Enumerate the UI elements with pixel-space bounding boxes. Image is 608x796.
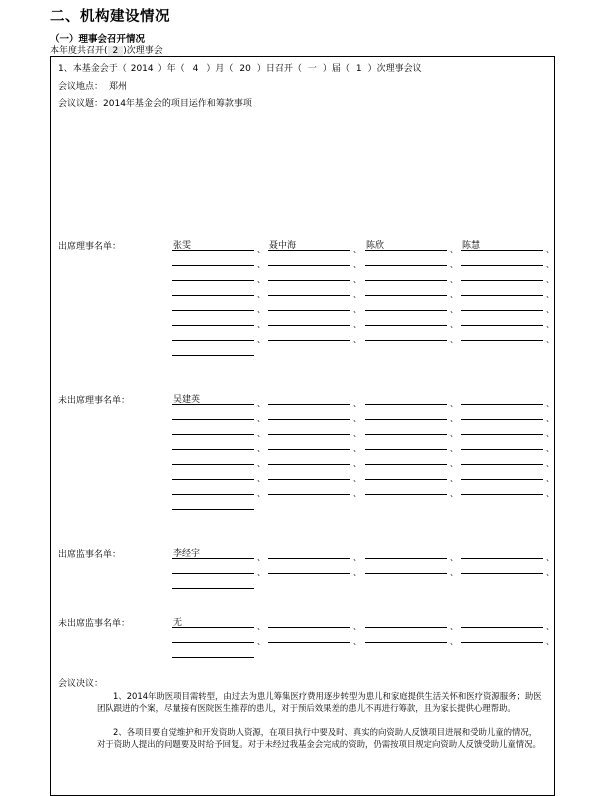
name-underline bbox=[365, 642, 447, 643]
name-underline bbox=[461, 419, 543, 420]
meeting-line-part: ）届（ bbox=[322, 64, 350, 74]
name-separator: 、 bbox=[546, 474, 554, 483]
name-separator: 、 bbox=[257, 414, 265, 423]
name-separator: 、 bbox=[257, 275, 265, 284]
name-separator: 、 bbox=[450, 414, 458, 423]
name-separator: 、 bbox=[353, 622, 361, 631]
annual-meetings-suffix: )次理事会 bbox=[123, 46, 163, 56]
name-underline bbox=[172, 265, 254, 266]
name-underline bbox=[461, 434, 543, 435]
name-separator: 、 bbox=[546, 290, 554, 299]
name-separator: 、 bbox=[257, 568, 265, 577]
name-underline bbox=[365, 627, 447, 628]
meeting-line-part: ）年（ bbox=[157, 64, 185, 74]
name-separator: 、 bbox=[353, 335, 361, 344]
annual-meetings-count: 2 bbox=[108, 46, 124, 56]
name-underline bbox=[461, 479, 543, 480]
name-separator: 、 bbox=[353, 429, 361, 438]
name-underline bbox=[172, 494, 254, 495]
meeting-year: 2014 bbox=[130, 64, 154, 74]
name-underline bbox=[365, 464, 447, 465]
name-separator: 、 bbox=[353, 305, 361, 314]
name-separator: 、 bbox=[450, 305, 458, 314]
name-separator: 、 bbox=[546, 459, 554, 468]
name-separator: 、 bbox=[353, 568, 361, 577]
name-separator: 、 bbox=[450, 474, 458, 483]
name-separator: 、 bbox=[353, 399, 361, 408]
name-underline bbox=[268, 404, 350, 405]
name-separator: 、 bbox=[546, 335, 554, 344]
name-underline bbox=[365, 404, 447, 405]
attendee-name: 无 bbox=[173, 618, 183, 628]
name-underline bbox=[461, 325, 543, 326]
name-underline bbox=[461, 642, 543, 643]
name-separator: 、 bbox=[450, 622, 458, 631]
meeting-line-part: 1、本基金会于（ bbox=[58, 64, 127, 74]
name-separator: 、 bbox=[450, 275, 458, 284]
name-underline bbox=[268, 494, 350, 495]
name-separator: 、 bbox=[257, 489, 265, 498]
name-underline bbox=[172, 419, 254, 420]
name-separator: 、 bbox=[353, 489, 361, 498]
name-separator: 、 bbox=[353, 553, 361, 562]
name-underline bbox=[268, 642, 350, 643]
attending-supervisors-label: 出席监事名单： bbox=[58, 550, 122, 560]
name-separator: 、 bbox=[353, 414, 361, 423]
subsection-title: （一）理事会召开情况 bbox=[50, 34, 146, 45]
name-underline bbox=[461, 464, 543, 465]
name-separator: 、 bbox=[353, 320, 361, 329]
attendee-name: 李经宇 bbox=[173, 549, 201, 559]
name-separator: 、 bbox=[546, 275, 554, 284]
name-separator: 、 bbox=[546, 622, 554, 631]
name-underline bbox=[365, 325, 447, 326]
meeting-location-row bbox=[58, 79, 127, 92]
name-underline bbox=[365, 340, 447, 341]
name-separator: 、 bbox=[353, 459, 361, 468]
name-underline bbox=[461, 265, 543, 266]
name-underline bbox=[365, 573, 447, 574]
name-separator: 、 bbox=[450, 290, 458, 299]
name-separator: 、 bbox=[546, 568, 554, 577]
meeting-line-part: ）月（ bbox=[206, 64, 234, 74]
meeting-topic: 2014年基金会的项目运作和筹款事项 bbox=[103, 99, 252, 109]
name-underline bbox=[461, 573, 543, 574]
name-underline bbox=[268, 295, 350, 296]
meeting-date-line bbox=[58, 61, 422, 74]
name-separator: 、 bbox=[546, 399, 554, 408]
name-separator: 、 bbox=[546, 245, 554, 254]
name-underline bbox=[461, 627, 543, 628]
attendee-name: 陈欣 bbox=[366, 241, 385, 251]
name-separator: 、 bbox=[353, 637, 361, 646]
name-separator: 、 bbox=[257, 553, 265, 562]
name-underline bbox=[268, 310, 350, 311]
name-separator: 、 bbox=[353, 474, 361, 483]
resolution-item: 1、2014年助医项目需转型，由过去为患儿筹集医疗费用逐步转型为患儿和家庭提供生活关怀和医疗资源服务；助医团队跟进的个案，尽量接有医院医生推荐的患儿，对于预后效果差的患儿不再进行筹款，且为家长提供心理帮助。 bbox=[97, 691, 542, 713]
name-underline bbox=[172, 657, 254, 658]
name-underline bbox=[172, 509, 254, 510]
name-underline bbox=[365, 558, 447, 559]
name-underline bbox=[268, 434, 350, 435]
name-underline bbox=[268, 627, 350, 628]
name-underline bbox=[268, 340, 350, 341]
name-separator: 、 bbox=[257, 474, 265, 483]
name-separator: 、 bbox=[257, 290, 265, 299]
name-underline bbox=[172, 627, 254, 628]
name-underline bbox=[172, 479, 254, 480]
name-underline bbox=[461, 404, 543, 405]
name-underline bbox=[268, 325, 350, 326]
name-underline bbox=[268, 265, 350, 266]
attendee-name: 聂中海 bbox=[269, 241, 297, 251]
attendee-name: 陈慧 bbox=[462, 241, 481, 251]
name-separator: 、 bbox=[257, 429, 265, 438]
name-underline bbox=[268, 280, 350, 281]
meeting-month: 4 bbox=[192, 64, 199, 74]
name-separator: 、 bbox=[450, 399, 458, 408]
name-separator: 、 bbox=[257, 305, 265, 314]
name-separator: 、 bbox=[450, 489, 458, 498]
resolution-item: 2、各项目要自觉维护和开发资助人资源，在项目执行中要及时、真实的向资助人反馈项目进展和受助儿童的情况，对于资助人提出的问题要及时给予回复。对于未经过我基金会完成的资助，仍需按项目规定向资助人反馈受助儿童情况。 bbox=[97, 727, 541, 749]
name-separator: 、 bbox=[450, 429, 458, 438]
annual-meetings-prefix: 本年度共召开( bbox=[50, 46, 108, 56]
name-underline bbox=[461, 295, 543, 296]
name-separator: 、 bbox=[546, 320, 554, 329]
name-underline bbox=[365, 494, 447, 495]
name-separator: 、 bbox=[546, 489, 554, 498]
name-separator: 、 bbox=[450, 444, 458, 453]
name-underline bbox=[268, 573, 350, 574]
name-underline bbox=[172, 280, 254, 281]
name-separator: 、 bbox=[546, 429, 554, 438]
name-separator: 、 bbox=[257, 335, 265, 344]
name-underline bbox=[365, 479, 447, 480]
name-separator: 、 bbox=[450, 260, 458, 269]
name-separator: 、 bbox=[450, 335, 458, 344]
name-underline bbox=[461, 310, 543, 311]
name-underline bbox=[172, 449, 254, 450]
name-underline bbox=[172, 434, 254, 435]
name-underline bbox=[365, 280, 447, 281]
name-separator: 、 bbox=[353, 260, 361, 269]
name-separator: 、 bbox=[546, 637, 554, 646]
annual-meetings-line bbox=[50, 43, 163, 56]
name-separator: 、 bbox=[450, 568, 458, 577]
attendee-name: 吴建英 bbox=[173, 395, 201, 405]
name-underline bbox=[461, 340, 543, 341]
meeting-day: 20 bbox=[239, 64, 251, 74]
name-underline bbox=[461, 558, 543, 559]
name-underline bbox=[365, 265, 447, 266]
name-underline bbox=[172, 642, 254, 643]
name-separator: 、 bbox=[546, 444, 554, 453]
name-underline bbox=[461, 280, 543, 281]
name-underline bbox=[365, 310, 447, 311]
name-separator: 、 bbox=[257, 260, 265, 269]
name-underline bbox=[461, 494, 543, 495]
name-separator: 、 bbox=[546, 260, 554, 269]
name-separator: 、 bbox=[450, 320, 458, 329]
name-underline bbox=[365, 419, 447, 420]
name-separator: 、 bbox=[450, 245, 458, 254]
name-separator: 、 bbox=[257, 320, 265, 329]
name-underline bbox=[172, 588, 254, 589]
name-separator: 、 bbox=[257, 444, 265, 453]
name-underline bbox=[172, 295, 254, 296]
name-separator: 、 bbox=[257, 459, 265, 468]
name-separator: 、 bbox=[257, 622, 265, 631]
attending-directors-label: 出席理事名单： bbox=[58, 242, 122, 252]
name-underline bbox=[365, 295, 447, 296]
attendee-name: 张雯 bbox=[173, 241, 192, 251]
name-underline bbox=[365, 449, 447, 450]
name-separator: 、 bbox=[546, 414, 554, 423]
name-separator: 、 bbox=[353, 290, 361, 299]
name-separator: 、 bbox=[546, 553, 554, 562]
name-separator: 、 bbox=[257, 399, 265, 408]
meeting-form-box bbox=[50, 56, 555, 796]
name-separator: 、 bbox=[353, 245, 361, 254]
name-separator: 、 bbox=[257, 245, 265, 254]
meeting-line-part: ）次理事会议 bbox=[367, 64, 422, 74]
meeting-term: 一 bbox=[307, 64, 317, 74]
name-separator: 、 bbox=[450, 553, 458, 562]
meeting-topic-row bbox=[58, 96, 252, 109]
name-underline bbox=[268, 449, 350, 450]
name-underline bbox=[172, 310, 254, 311]
name-separator: 、 bbox=[450, 637, 458, 646]
section-title: 二、机构建设情况 bbox=[50, 9, 170, 25]
name-underline bbox=[268, 419, 350, 420]
name-underline bbox=[172, 355, 254, 356]
name-underline bbox=[172, 325, 254, 326]
meeting-line-part: ）日召开（ bbox=[256, 64, 302, 74]
name-underline bbox=[172, 340, 254, 341]
name-underline bbox=[172, 464, 254, 465]
name-underline bbox=[268, 558, 350, 559]
meeting-location: 郑州 bbox=[109, 82, 128, 92]
meeting-topic-label: 会议议题： bbox=[58, 99, 104, 109]
name-separator: 、 bbox=[450, 459, 458, 468]
absent-directors-label: 未出席理事名单： bbox=[58, 396, 131, 406]
name-separator: 、 bbox=[353, 444, 361, 453]
name-underline bbox=[268, 464, 350, 465]
name-underline bbox=[268, 479, 350, 480]
absent-supervisors-label: 未出席监事名单： bbox=[58, 619, 131, 629]
name-separator: 、 bbox=[546, 305, 554, 314]
meeting-session: 1 bbox=[355, 64, 362, 74]
name-separator: 、 bbox=[257, 637, 265, 646]
name-separator: 、 bbox=[353, 275, 361, 284]
name-underline bbox=[365, 434, 447, 435]
name-underline bbox=[172, 573, 254, 574]
name-underline bbox=[461, 449, 543, 450]
resolution-label: 会议决议： bbox=[58, 679, 104, 689]
meeting-location-label: 会议地点： bbox=[58, 82, 104, 92]
